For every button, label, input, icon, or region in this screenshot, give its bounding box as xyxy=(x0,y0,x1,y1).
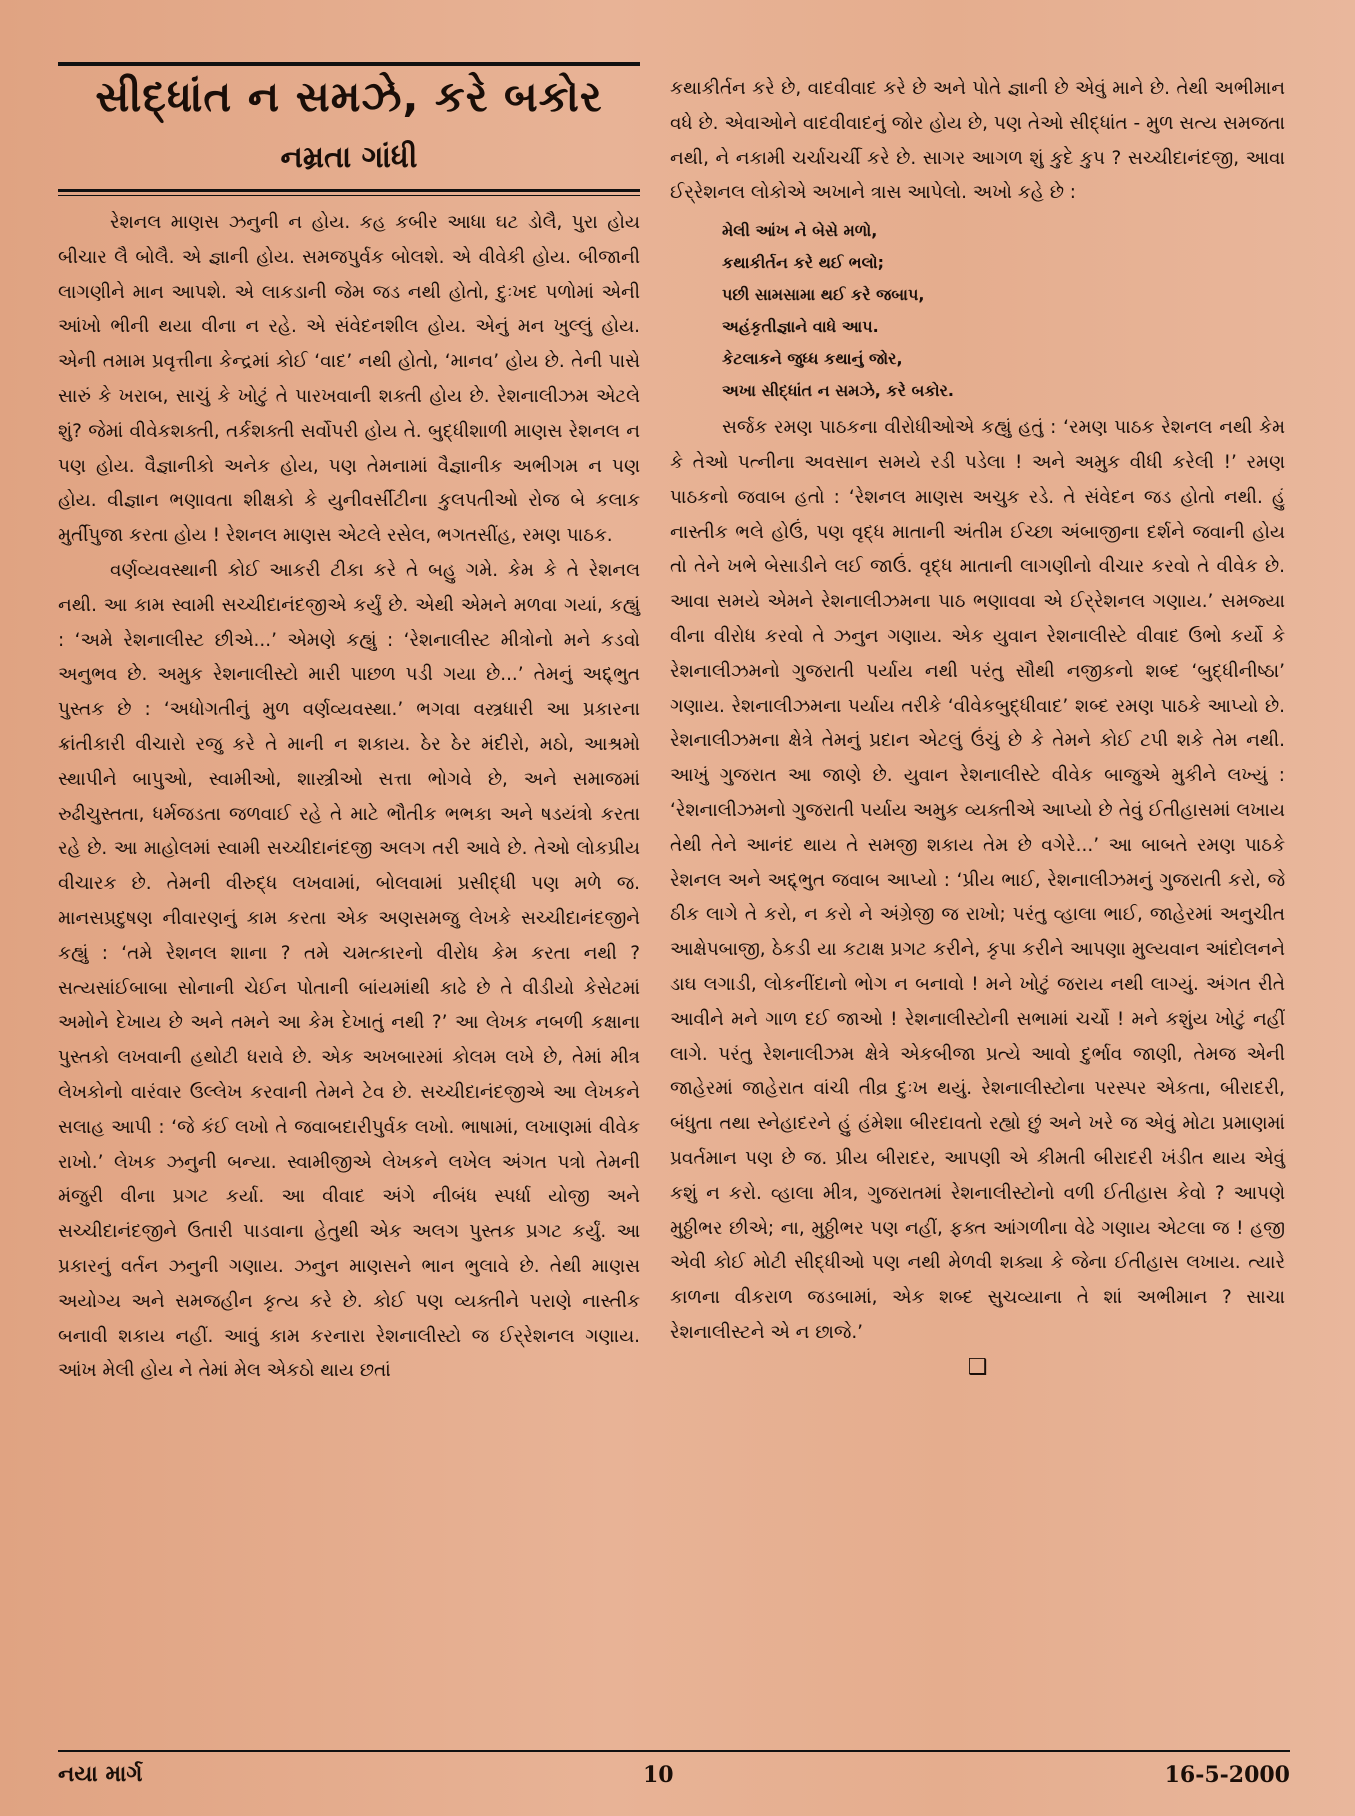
right-column xyxy=(670,72,1285,1383)
left-column xyxy=(58,62,640,1389)
article-author: નમ્રતા ગાંધી xyxy=(280,140,418,175)
title-rule-thin xyxy=(58,195,640,196)
page-footer xyxy=(58,1750,1290,1802)
poem-line: મેલી આંખ ને બેસે મળો, xyxy=(722,221,878,241)
poem-line: અહંકૃતીજ્ઞાને વાધે આપ. xyxy=(722,317,879,337)
title-rule xyxy=(58,189,640,192)
publication-name: નયા માર્ગ xyxy=(58,1762,143,1787)
akha-poem xyxy=(722,215,1285,407)
right-body-paragraph: સર્જક રમણ પાઠકના વીરોધીઓએ કહ્યું હતું : ‘રમણ પાઠક રેશનલ નથી કેમ કે તેઓ પત્નીના અવસાન સમયે રડી પડેલા ! અને અમુક વીધી કરેલી !’ રમણ પાઠકનો જવાબ હતો : ‘રેશનલ માણસ અચુક રડે. તે સંવેદન જડ હોતો નથી. હું નાસ્તીક ભલે હોઉં, પણ વૃદ્ધ માતાની અંતીમ ઈચ્છા અંબાજીના દર્શને જવાની હોય તો તેને ખભે બેસાડીને લઈ જાઉં. વૃદ્ધ માતાની લાગણીનો વીચાર કરવો તે વીવેક છે. આવા સમયે એમને રેશનાલીઝમના પાઠ ભણાવવા એ ઈર્‌રેશનલ ગણાય.’ સમજ્યા વીના વીરોધ કરવો તે ઝનુન ગણાય. એક યુવાન રેશનાલીસ્ટે વીવાદ ઉભો કર્યો કે રેશનાલીઝમનો ગુજરાતી પર્યાય નથી પરંતુ સૌથી નજીકનો શબ્દ ‘બુદ્ધીનીષ્ઠા’ ગણાય. રેશનાલીઝમના પર્યાય તરીકે ‘વીવેકબુદ્ધીવાદ’ શબ્દ રમણ પાઠકે આપ્યો છે. રેશનાલીઝમના ક્ષેત્રે તેમનું પ્રદાન એટલું ઉંચું છે કે તેમને કોઈ ટપી શકે તેમ નથી. આખું ગુજરાત આ જાણે છે. યુવાન રેશનાલીસ્ટે વીવેક બાજુએ મુકીને લખ્યું : ‘રેશનાલીઝમનો ગુજરાતી પર્યાય અમુક વ્યક્તીએ આપ્યો છે તેવું ઈતીહાસમાં લખાય તેથી તેને આનંદ થાય તે સમજી શકાય તેમ છે વગેરે...’ આ બાબતે રમણ પાઠકે રેશનલ અને અદ્દ્ભુત જવાબ આપ્યો : ‘પ્રીય ભાઈ, રેશનાલીઝમનું ગુજરાતી કરો, જે ઠીક લાગે તે કરો, ન કરો ને અંગ્રેજી જ રાખો; પરંતુ વ્હાલા ભાઈ, જાહેરમાં અનુચીત આક્ષેપબાજી, ઠેકડી યા કટાક્ષ પ્રગટ કરીને, કૃપા કરીને આપણા મુલ્યવાન આંદોલનને ડાઘ લગાડી, લોકનીંદાનો ભોગ ન બનાવો ! મને ખોટું જરાય નથી લાગ્યું. અંગત રીતે આવીને મને ગાળ દઈ જાઓ ! રેશનાલીસ્ટોની સભામાં ચર્ચો ! મને કશુંય ખોટું નહીં લાગે. પરંતુ રેશનાલીઝમ ક્ષેત્રે એકબીજા પ્રત્યે આવો દુર્ભાવ જાણી, તેમજ એની જાહેરમાં જાહેરાત વાંચી તીવ્ર દુઃખ થયું. રેશનાલીસ્ટોના પરસ્પર એકતા, બીરાદરી, બંધુતા તથા સ્નેહાદરને હું હંમેશા બીરદાવતો રહ્યો છું અને ખરે જ એવું મોટા પ્રમાણમાં પ્રવર્તમાન પણ છે જ. પ્રીય બીરાદર, આપણી એ કીમતી બીરાદરી ખંડીત થાય એવું કશું ન કરો. વ્હાલા મીત્ર, ગુજરાતમાં રેશનાલીસ્ટોનો વળી ઈતીહાસ કેવો ? આપણે મુઠ્ઠીભર છીએ; ના, મુઠ્ઠીભર પણ નહીં, ફક્ત આંગળીના વેઢે ગણાય એટલા જ ! હજી એવી કોઈ મોટી સીદ્ધીઓ પણ નથી મેળવી શક્યા કે જેના ઈતીહાસ લખાય. ત્યારે કાળના વીકરાળ જડબામાં, એક શબ્દ સુચવ્યાના તે શાં અભીમાન ? સાચા રેશનાલીસ્ટને એ ન છાજે.’ xyxy=(670,417,1285,1343)
poem-line: અખા સીદ્ધાંત ન સમઝે, કરે બકોર. xyxy=(722,381,954,401)
poem-line: કેટલાકને જુધ્ધ કથાનું જોર, xyxy=(722,349,903,369)
poem-line: કથાકીર્તન કરે થઈ ભલો; xyxy=(722,253,885,273)
end-of-article-icon: ❑ xyxy=(967,1354,988,1380)
left-paragraph-2: વર્ણવ્યવસ્થાની કોઈ આકરી ટીકા કરે તે બહુ ગમે. કેમ કે તે રેશનલ નથી. આ કામ સ્વામી સચ્ચીદાનંદજીએ કર્યું છે. એથી એમને મળવા ગયાં, કહ્યું : ‘અમે રેશનાલીસ્ટ છીએ...’ એમણે કહ્યું : ‘રેશનાલીસ્ટ મીત્રોનો મને કડવો અનુભવ છે. અમુક રેશનાલીસ્ટો મારી પાછળ પડી ગયા છે...’ તેમનું અદ્દ્ભુત પુસ્તક છે : ‘અધોગતીનું મુળ વર્ણવ્યવસ્થા.’ ભગવા વસ્ત્રધારી આ પ્રકારના ક્રાંતીકારી વીચારો રજુ કરે તે માની ન શકાય. ઠેર ઠેર મંદીરો, મઠો, આશ્રમો સ્થાપીને બાપુઓ, સ્વામીઓ, શાસ્ત્રીઓ સત્તા ભોગવે છે, અને સમાજમાં રુઢીચુસ્તતા, ધર્મજડતા જળવાઈ રહે તે માટે ભૌતીક ભભકા અને ષડયંત્રો કરતા રહે છે. આ માહોલમાં સ્વામી સચ્ચીદાનંદજી અલગ તરી આવે છે. તેઓ લોકપ્રીય વીચારક છે. તેમની વીરુદ્ધ લખવામાં, બોલવામાં પ્રસીદ્ધી પણ મળે જ. માનસપ્રદુષણ નીવારણનું કામ કરતા એક અણસમજુ લેખકે સચ્ચીદાનંદજીને કહ્યું : ‘તમે રેશનલ શાના ? તમે ચમત્કારનો વીરોધ કેમ કરતા નથી ? સત્યસાંઈબાબા સોનાની ચેઈન પોતાની બાંયમાંથી કાઢે છે તે વીડીયો કેસેટમાં અમોને દેખાય છે અને તમને આ કેમ દેખાતું નથી ?’ આ લેખક નબળી કક્ષાના પુસ્તકો લખવાની હથોટી ધરાવે છે. એક અખબારમાં કોલમ લખે છે, તેમાં મીત્ર લેખકોનો વારંવાર ઉલ્લેખ કરવાની તેમને ટેવ છે. સચ્ચીદાનંદજીએ આ લેખકને સલાહ આપી : ‘જે કંઈ લખો તે જવાબદારીપુર્વક લખો. ભાષામાં, લખાણમાં વીવેક રાખો.’ લેખક ઝનુની બન્યા. સ્વામીજીએ લેખકને લખેલ અંગત પત્રો તેમની મંજુરી વીના પ્રગટ કર્યા. આ વીવાદ અંગે નીબંધ સ્પર્ધા યોજી અને સચ્ચીદાનંદજીને ઉતારી પાડવાના હેતુથી એક અલગ પુસ્તક પ્રગટ કર્યું. આ પ્રકારનું વર્તન ઝનુની ગણાય. ઝનુન માણસને ભાન ભુલાવે છે. તેથી માણસ અયોગ્ય અને સમજહીન કૃત્ય કરે છે. કોઈ પણ વ્યક્તીને પરાણે નાસ્તીક બનાવી શકાય નહીં. આવું કામ કરનારા રેશનાલીસ્ટો જ ઈર્‌રેશનલ ગણાય. આંખ મેલી હોય ને તેમાં મેલ એકઠો થાય છતાં xyxy=(58,559,640,1382)
right-intro-paragraph: કથાકીર્તન કરે છે, વાદવીવાદ કરે છે અને પોતે જ્ઞાની છે એવું માને છે. તેથી અભીમાન વધે છે. એવાઓને વાદવીવાદનું જોર હોય છે, પણ તેઓ સીદ્ધાંત - મુળ સત્ય સમજતા નથી, ને નકામી ચર્ચાચર્ચી કરે છે. સાગર આગળ શું કુદે કુપ ? સચ્ચીદાનંદજી, આવા ઈર્‌રેશનલ લોકોએ અખાને ત્રાસ આપેલો. અખો કહે છે : xyxy=(670,78,1285,204)
poem-line: પછી સામસામા થઈ કરે જબાપ, xyxy=(722,285,925,305)
left-paragraph-1: રેશનલ માણસ ઝનુની ન હોય. કહ કબીર આધા ઘટ ડોલૈ, પુરા હોય બીચાર લૈ બોલૈ. એ જ્ઞાની હોય. સમજપુર્વક બોલશે. એ વીવેકી હોય. બીજાની લાગણીને માન આપશે. એ લાકડાની જેમ જડ નથી હોતો, દુઃખદ પળોમાં એની આંખો ભીની થયા વીના ન રહે. એ સંવેદનશીલ હોય. એનું મન ખુલ્લું હોય. એની તમામ પ્રવૃત્તીના કેન્દ્રમાં કોઈ ‘વાદ’ નથી હોતો, ‘માનવ’ હોય છે. તેની પાસે સારું કે ખરાબ, સાચું કે ખોટું તે પારખવાની શક્તી હોય છે. રેશનાલીઝમ એટલે શું? જેમાં વીવેકશક્તી, તર્કશક્તી સર્વોપરી હોય તે. બુદ્ધીશાળી માણસ રેશનલ ન પણ હોય. વૈજ્ઞાનીકો અનેક હોય, પણ તેમનામાં વૈજ્ઞાનીક અભીગમ ન પણ હોય. વીજ્ઞાન ભણાવતા શીક્ષકો કે યુનીવર્સીટીના કુલપતીઓ રોજ બે કલાક મુર્તીપુજા કરતા હોય ! રેશનલ માણસ એટલે રસેલ, ભગતસીંહ, રમણ પાઠક. xyxy=(58,212,640,547)
article-title: સીદ્ધાંત ન સમઝે, કરે બકોર xyxy=(58,62,640,132)
page-number: 10 xyxy=(643,1762,674,1788)
issue-date: 16-5-2000 xyxy=(1164,1762,1290,1788)
